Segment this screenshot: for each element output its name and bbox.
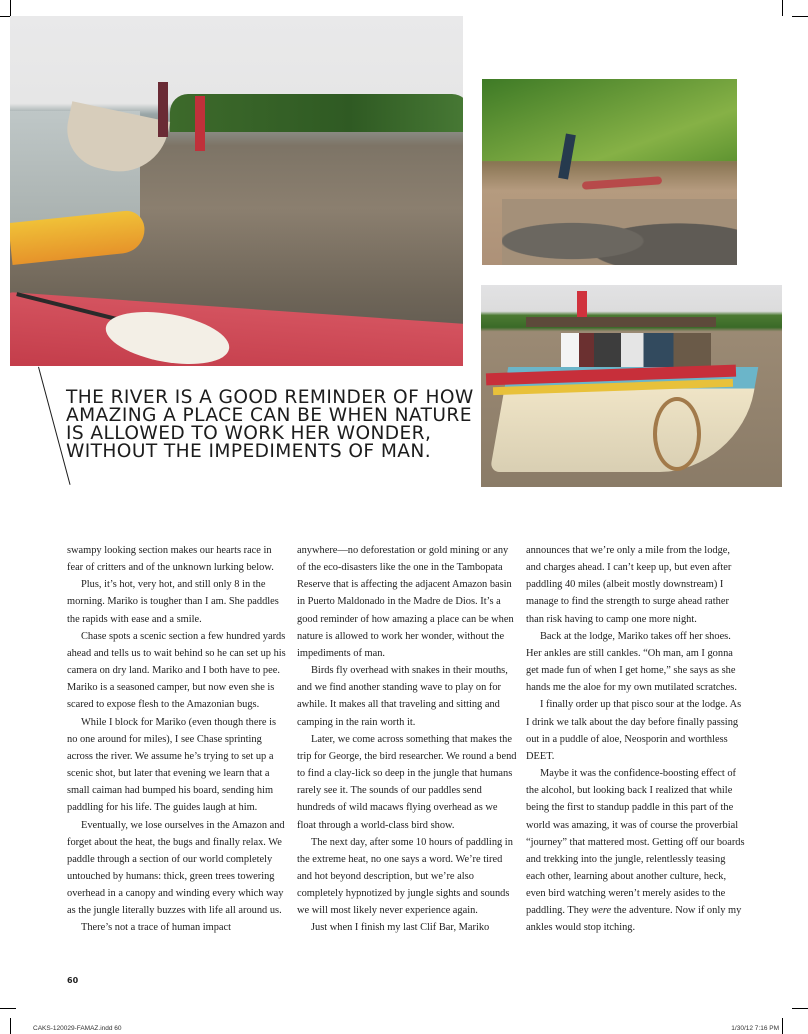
text-column-3 — [526, 542, 746, 937]
paragraph: announces that we’re only a mile from the lodge, and charges ahead. I can’t keep up, but even after paddling 40 miles (albeit mostly downstream) I manage to find the strength to surge ahead rather than risk having to camp one more night. — [526, 545, 732, 625]
crop-mark — [10, 1018, 11, 1034]
crop-mark — [792, 1008, 808, 1009]
paragraph: There’s not a trace of human impact — [81, 922, 232, 934]
paragraph: Eventually, we lose ourselves in the Amazon and forget about the heat, the bugs and finally relax. We paddle through a section of our world completely untouched by humans: thick, green trees towering overhead in a canopy and winding every which way as the jungle literally buzzes with life all around us. — [67, 819, 285, 917]
paragraph: Birds fly overhead with snakes in their mouths, and we find another standing wave to play on for awhile. It makes all that traveling and sitting and camping in the rain worth it. — [297, 665, 508, 728]
slug-filename: CAKS-120029-FAMAZ.indd 60 — [33, 1025, 122, 1032]
crop-mark — [782, 1018, 783, 1034]
paragraph-text: Maybe it was the confidence-boosting effect of the alcohol, but looking back I realized that while being the first to standup paddle in this part of the world was amazing, it was of course the proverbial “journey” that mattered most. Getting off our boards and trekking into the jungle, relentlessly teasing each other, learning about another culture, heck, even bird watching weren’t merely asides to the paddling. They — [526, 768, 745, 917]
river-boat-photo — [481, 285, 782, 487]
paragraph: Later, we come across something that makes the trip for George, the bird researcher. We round a bend to find a clay-lick so deep in the jungle that humans rarely see it. The sounds of our paddles send hundreds of wild macaws flying overhead as we float through a world-class bird show. — [297, 733, 517, 831]
paragraph-text: the adventure. Now if only my ankles would stop itching. — [526, 905, 742, 934]
slug-timestamp: 1/30/12 7:16 PM — [731, 1025, 779, 1032]
paragraph: Just when I finish my last Clif Bar, Mariko — [311, 922, 490, 934]
paragraph: I finally order up that pisco sour at the lodge. As I drink we talk about the day before finally passing out in a puddle of aloe, Neosporin and worthless DEET. — [526, 699, 742, 762]
paragraph: anywhere—no deforestation or gold mining or any of the eco-disasters like the one in the Tambopata Reserve that is affecting the adjacent Amazon basin in Puerto Maldonado in the Madre de Dios. It’s a good reminder of how amazing a place can be when nature is allowed to work her wonder, without the impediments of man. — [297, 545, 514, 659]
crop-mark — [782, 0, 783, 16]
beach-kayak-photo — [10, 16, 463, 366]
page-number: 60 — [67, 976, 79, 985]
crop-mark — [792, 16, 808, 17]
paragraph: The next day, after some 10 hours of paddling in the extreme heat, no one says a word. We’re tired and hot beyond description, but we’re also completely hypnotized by jungle sights and sounds we will most likely never experience again. — [297, 836, 513, 917]
paragraph: Back at the lodge, Mariko takes off her shoes. Her ankles are still cankles. “Oh man, am I gonna get made fun of when I get home,” she says as she hands me the aloe for my own mutilated scratches. — [526, 630, 737, 694]
text-column-2 — [297, 542, 517, 937]
paddler-wading-photo — [482, 79, 737, 265]
paragraph: Chase spots a scenic section a few hundred yards ahead and tells us to wait behind so he can set up his camera on dry land. Mariko and I both have to pee. Mariko is a seasoned camper, but now even she is scared to expose flesh to the Amazonian bugs. — [67, 630, 286, 711]
paragraph: Plus, it’s hot, very hot, and still only 8 in the morning. Mariko is tougher than I am. She paddles the rapids with ease and a smile. — [67, 579, 279, 625]
emphasis-text: were — [591, 905, 612, 917]
paragraph — [526, 765, 746, 937]
text-column-1 — [67, 542, 287, 937]
paragraph: swampy looking section makes our hearts race in fear of critters and of the unknown lurking below. — [67, 545, 274, 574]
crop-mark — [0, 1008, 16, 1009]
paragraph: While I block for Mariko (even though there is no one around for miles), I see Chase sprinting across the river. We assume he’s trying to set up a scenic shot, but later that evening we learn that a small caiman had bumped his board, sending him paddling for his life. The guides laugh at him. — [67, 716, 277, 814]
crop-mark — [10, 0, 11, 16]
pull-quote: THE RIVER IS A GOOD REMINDER OF HOW AMAZING A PLACE CAN BE WHEN NATURE IS ALLOWED TO WORK HER WONDER, WITHOUT THE IMPEDIMENTS OF MAN. — [66, 387, 474, 462]
